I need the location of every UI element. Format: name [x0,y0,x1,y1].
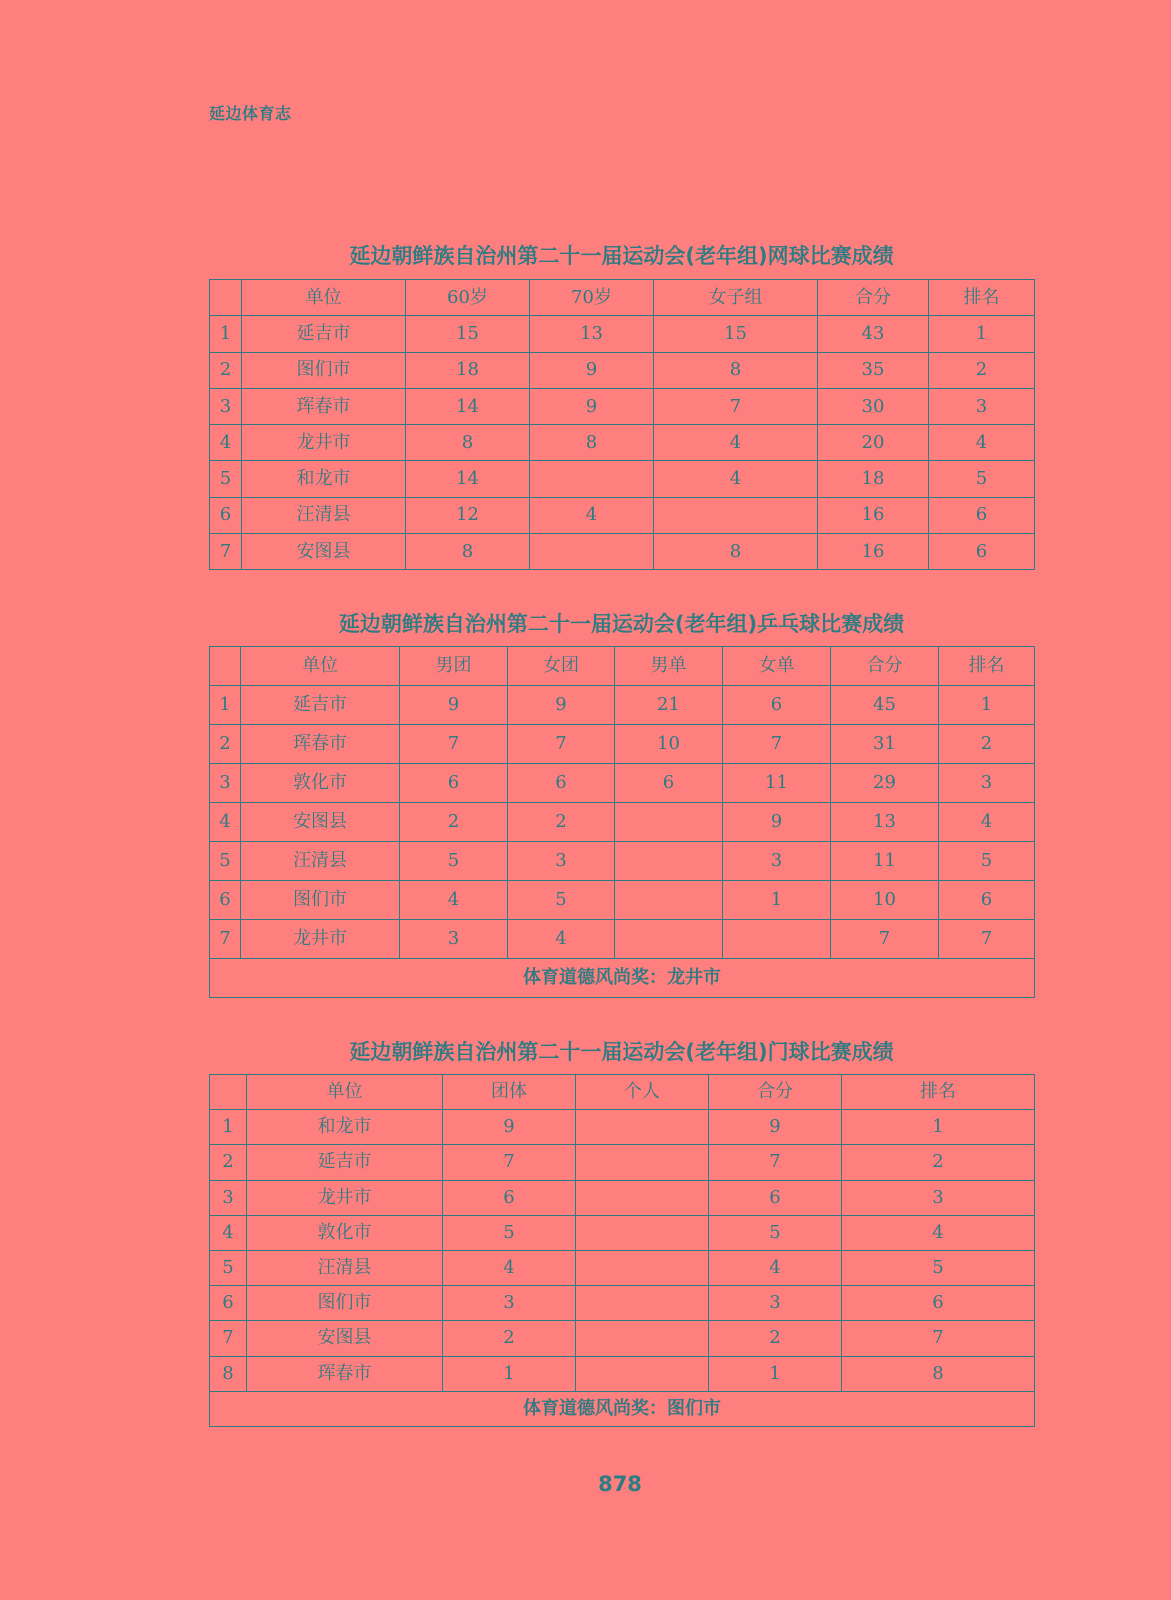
table-cell: 7 [443,1145,576,1180]
table-cell: 31 [831,725,939,764]
table-cell [723,920,831,959]
table-cell: 7 [210,920,241,959]
table-cell: 延吉市 [241,686,400,725]
table-cell: 12 [406,497,530,533]
table-cell: 1 [210,686,241,725]
header-cell: 合分 [818,280,929,316]
table-row [210,764,1035,803]
table-row [210,803,1035,842]
header-cell: 团体 [443,1075,576,1110]
table-cell: 18 [818,461,929,497]
table-cell: 7 [210,534,242,570]
table-cell [615,842,723,881]
table-cell: 6 [400,764,508,803]
header-cell: 合分 [709,1075,842,1110]
table-cell: 16 [818,497,929,533]
table-cell: 29 [831,764,939,803]
table-row [210,1215,1035,1250]
table-row [210,1250,1035,1285]
table-cell: 8 [406,534,530,570]
table-cell: 4 [210,425,242,461]
table-cell: 10 [615,725,723,764]
table-cell [576,1215,709,1250]
table-row [210,388,1035,424]
header-cell: 排名 [939,647,1035,686]
table-cell: 4 [709,1250,842,1285]
table-cell: 7 [939,920,1035,959]
table-cell: 安图县 [242,534,406,570]
table-cell: 安图县 [241,803,400,842]
table-cell: 30 [818,388,929,424]
gateball-table-title: 延边朝鲜族自治州第二十一届运动会(老年组)门球比赛成绩 [349,1040,894,1064]
table-cell: 6 [929,497,1035,533]
table-tennis-results-table [209,646,1035,998]
table-cell: 3 [929,388,1035,424]
table-row [210,1180,1035,1215]
table-cell: 9 [723,803,831,842]
header-cell: 单位 [241,647,400,686]
table-cell [654,497,818,533]
table-cell: 3 [842,1180,1035,1215]
table-cell: 2 [210,352,242,388]
table-cell: 6 [709,1180,842,1215]
table-cell: 3 [709,1286,842,1321]
table-cell: 5 [939,842,1035,881]
table-cell: 7 [709,1145,842,1180]
table-cell: 延吉市 [242,316,406,352]
header-cell: 合分 [831,647,939,686]
table-cell: 18 [406,352,530,388]
table-cell: 3 [210,1180,247,1215]
table-row [210,1356,1035,1391]
table-cell: 4 [508,920,615,959]
table-cell: 8 [406,425,530,461]
table-cell: 1 [443,1356,576,1391]
table-cell: 6 [615,764,723,803]
table-cell: 35 [818,352,929,388]
table-cell: 1 [842,1110,1035,1145]
table-row [210,497,1035,533]
table-cell: 7 [654,388,818,424]
tennis-table-title: 延边朝鲜族自治州第二十一届运动会(老年组)网球比赛成绩 [349,244,894,268]
table-row [210,352,1035,388]
table-cell: 7 [831,920,939,959]
table-cell [615,803,723,842]
tennis-results-table [209,279,1035,570]
table-cell: 1 [210,316,242,352]
gateball-table-body [210,1075,1035,1427]
header-cell [210,1075,247,1110]
table-cell: 2 [709,1321,842,1356]
table-cell: 7 [842,1321,1035,1356]
table-row [210,425,1035,461]
table-cell [530,461,654,497]
table-cell: 安图县 [247,1321,443,1356]
header-cell: 女团 [508,647,615,686]
table-cell [576,1250,709,1285]
table-header-row [210,280,1035,316]
table-cell: 4 [842,1215,1035,1250]
table-cell [615,881,723,920]
table-cell: 6 [929,534,1035,570]
table-cell [576,1356,709,1391]
table-cell: 1 [939,686,1035,725]
table-cell: 3 [443,1286,576,1321]
table-cell [576,1286,709,1321]
table-cell: 1 [723,881,831,920]
table-cell: 珲春市 [241,725,400,764]
table-cell: 6 [842,1286,1035,1321]
table-cell: 45 [831,686,939,725]
award-cell: 体育道德风尚奖：龙井市 [210,959,1035,998]
table-cell: 10 [831,881,939,920]
table-cell: 3 [508,842,615,881]
table-row [210,1321,1035,1356]
table-cell: 汪清县 [242,497,406,533]
table-cell: 6 [443,1180,576,1215]
table-cell: 8 [210,1356,247,1391]
table-cell [576,1145,709,1180]
header-cell: 女单 [723,647,831,686]
table-cell: 2 [210,1145,247,1180]
table-row [210,725,1035,764]
table-cell: 6 [210,497,242,533]
table-cell: 2 [939,725,1035,764]
header-cell: 男团 [400,647,508,686]
table-cell: 11 [723,764,831,803]
table-cell: 6 [210,1286,247,1321]
table-cell: 7 [723,725,831,764]
table-cell: 13 [831,803,939,842]
table-cell: 5 [443,1215,576,1250]
table-cell: 6 [939,881,1035,920]
table-cell: 1 [210,1110,247,1145]
table-cell: 3 [939,764,1035,803]
table-cell: 7 [210,1321,247,1356]
table-cell: 11 [831,842,939,881]
tennis-table-body [210,280,1035,570]
table-cell: 6 [508,764,615,803]
table-cell: 9 [530,352,654,388]
table-row [210,881,1035,920]
header-cell: 排名 [842,1075,1035,1110]
table-cell: 9 [530,388,654,424]
table-cell [576,1180,709,1215]
table-cell: 4 [400,881,508,920]
table-cell: 4 [210,1215,247,1250]
table-cell: 14 [406,388,530,424]
header-cell: 男单 [615,647,723,686]
table-cell: 9 [443,1110,576,1145]
table-cell: 2 [508,803,615,842]
table-cell: 4 [654,425,818,461]
table-cell: 16 [818,534,929,570]
table-cell: 9 [508,686,615,725]
table-cell: 4 [939,803,1035,842]
table-cell: 5 [210,842,241,881]
table-cell: 8 [654,534,818,570]
table-cell: 3 [210,764,241,803]
table-row [210,686,1035,725]
table-cell: 2 [929,352,1035,388]
table-cell [530,534,654,570]
table-cell: 2 [210,725,241,764]
header-cell [210,647,241,686]
table-row [210,1286,1035,1321]
table-cell: 4 [929,425,1035,461]
header-cell: 个人 [576,1075,709,1110]
table-cell: 13 [530,316,654,352]
table-cell: 珲春市 [247,1356,443,1391]
table-cell: 敦化市 [241,764,400,803]
table-cell: 图们市 [241,881,400,920]
table-cell: 3 [210,388,242,424]
award-cell: 体育道德风尚奖：图们市 [210,1391,1035,1426]
table-cell: 敦化市 [247,1215,443,1250]
table-cell: 5 [400,842,508,881]
table-cell: 和龙市 [242,461,406,497]
table-cell: 图们市 [242,352,406,388]
table-cell: 8 [530,425,654,461]
header-cell: 70岁 [530,280,654,316]
table-cell: 7 [400,725,508,764]
table-row [210,534,1035,570]
table-header-row [210,647,1035,686]
table-cell: 5 [709,1215,842,1250]
table-cell: 珲春市 [242,388,406,424]
table-cell: 汪清县 [241,842,400,881]
table-cell: 龙井市 [242,425,406,461]
table-cell: 9 [709,1110,842,1145]
table-cell: 20 [818,425,929,461]
table-cell: 和龙市 [247,1110,443,1145]
table-cell: 1 [709,1356,842,1391]
header-cell: 单位 [247,1075,443,1110]
table-row [210,461,1035,497]
header-cell: 排名 [929,280,1035,316]
page-number: 878 [598,1472,642,1496]
table-cell: 3 [723,842,831,881]
table-cell: 5 [929,461,1035,497]
award-row [210,959,1035,998]
table-cell: 5 [210,461,242,497]
table-cell: 龙井市 [247,1180,443,1215]
table-cell: 图们市 [247,1286,443,1321]
table-cell: 6 [210,881,241,920]
table-cell: 4 [210,803,241,842]
award-row [210,1391,1035,1426]
table-cell: 2 [400,803,508,842]
header-cell: 女子组 [654,280,818,316]
running-header: 延边体育志 [209,104,292,123]
table-row [210,920,1035,959]
table-cell: 7 [508,725,615,764]
table-cell: 2 [443,1321,576,1356]
table-cell: 5 [842,1250,1035,1285]
table-row [210,1145,1035,1180]
table-cell: 43 [818,316,929,352]
table-cell: 5 [210,1250,247,1285]
table-tennis-table-title: 延边朝鲜族自治州第二十一届运动会(老年组)乒乓球比赛成绩 [338,612,905,636]
table-cell: 14 [406,461,530,497]
table-cell: 4 [443,1250,576,1285]
table-cell [615,920,723,959]
table-row [210,1110,1035,1145]
table-header-row [210,1075,1035,1110]
table-cell: 15 [654,316,818,352]
header-cell [210,280,242,316]
header-cell: 60岁 [406,280,530,316]
table-cell: 3 [400,920,508,959]
table-cell: 龙井市 [241,920,400,959]
table-cell: 9 [400,686,508,725]
table-row [210,316,1035,352]
table-cell: 5 [508,881,615,920]
header-cell: 单位 [242,280,406,316]
table-cell: 15 [406,316,530,352]
table-cell: 21 [615,686,723,725]
table-cell: 2 [842,1145,1035,1180]
table-cell: 延吉市 [247,1145,443,1180]
table-cell [576,1110,709,1145]
table-cell: 8 [654,352,818,388]
table-cell: 6 [723,686,831,725]
table-cell: 8 [842,1356,1035,1391]
table-cell: 4 [654,461,818,497]
table-cell: 4 [530,497,654,533]
table-row [210,842,1035,881]
table-cell [576,1321,709,1356]
table-cell: 汪清县 [247,1250,443,1285]
table-tennis-table-body [210,647,1035,998]
gateball-results-table [209,1074,1035,1427]
table-cell: 1 [929,316,1035,352]
